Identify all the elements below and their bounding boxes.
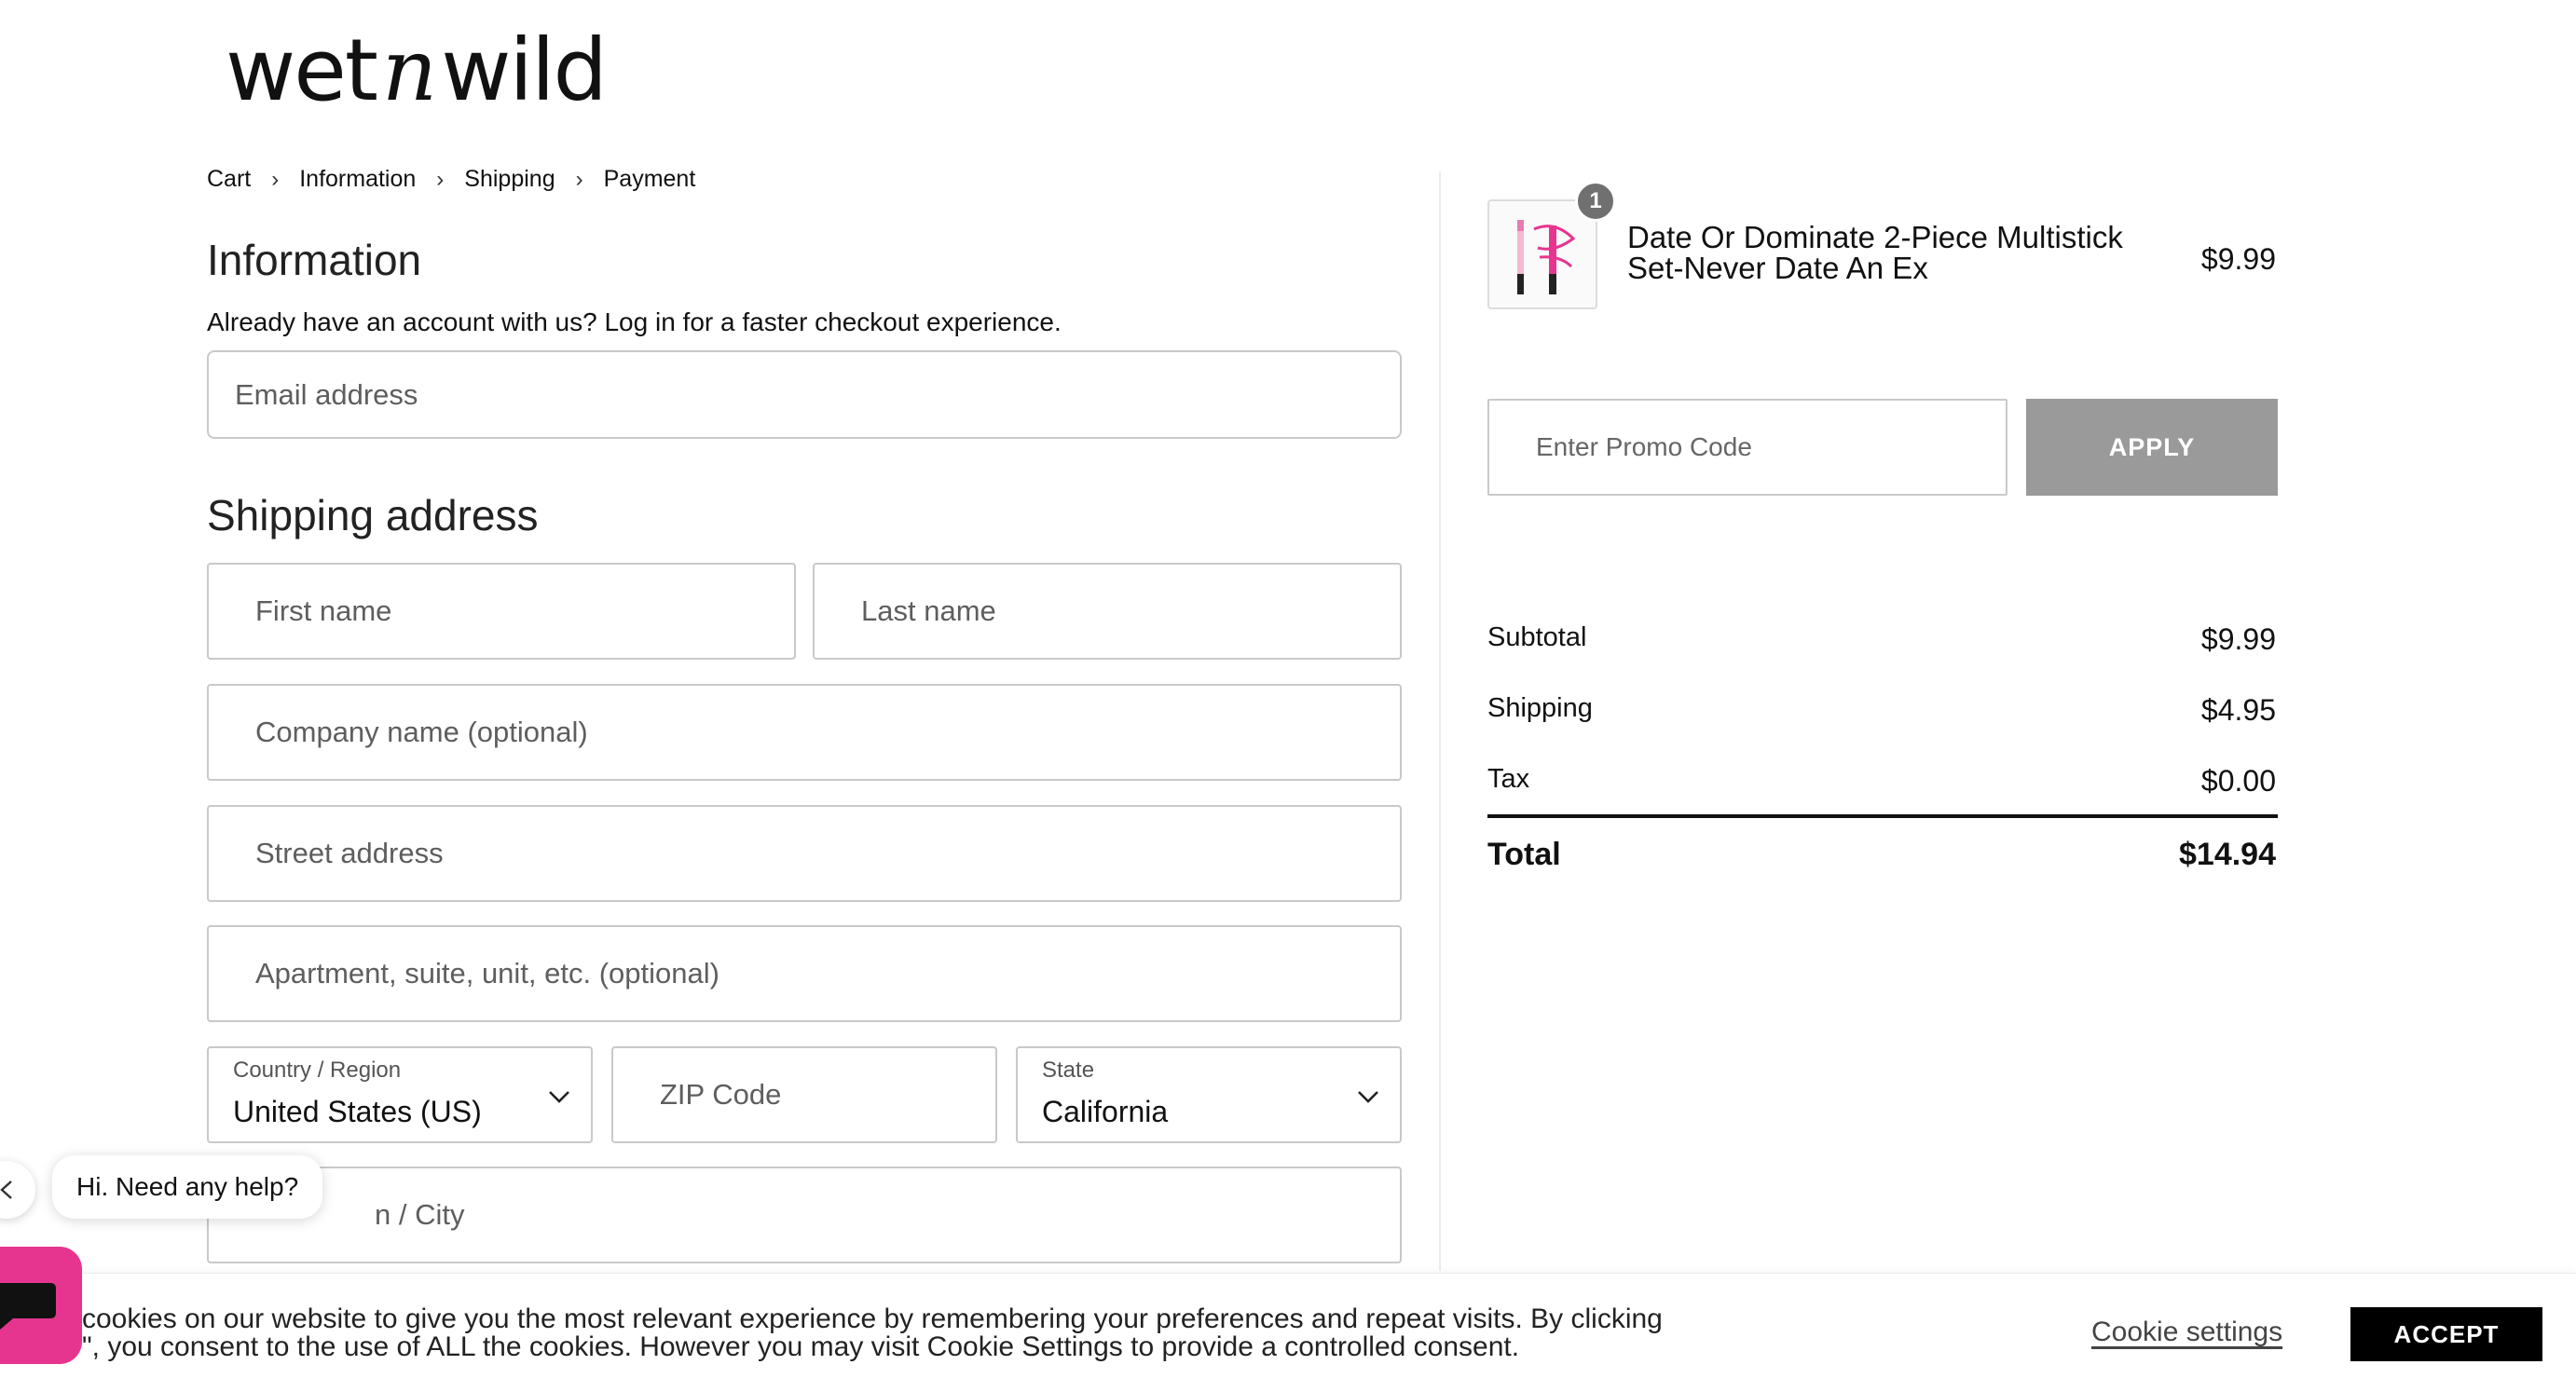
chevron-down-icon [546,1084,572,1110]
cookie-message-line2: ", you consent to the use of ALL the cookies. However you may visit Cookie Settings to provide a controlled consent. [82,1331,1520,1362]
street-placeholder: Street address [255,837,444,869]
subtotal-value: $9.99 [2200,622,2276,656]
cookie-banner [0,1273,2576,1392]
tax-value: $0.00 [2200,764,2276,798]
zip-placeholder: ZIP Code [660,1078,782,1111]
zip-code-field[interactable] [611,1046,997,1143]
street-address-field[interactable] [207,805,1402,902]
accept-cookies-button[interactable]: ACCEPT [2350,1307,2542,1361]
email-placeholder: Email address [235,377,418,411]
lipstick-product-icon [1489,201,1596,307]
total-label: Total [1487,837,1561,872]
breadcrumb-payment[interactable]: Payment [603,166,696,192]
tax-row [1487,764,2276,798]
cookie-message-line1: cookies on our website to give you the most relevant experience by remembering your preferences and repeat visits. By clicking [82,1303,1663,1334]
chat-close-button[interactable] [0,1161,35,1219]
apartment-field[interactable] [207,925,1402,1022]
subtotal-row [1487,622,2276,657]
chevron-down-icon [1355,1084,1381,1110]
chevron-right-icon: › [436,166,445,192]
country-value: United States (US) [233,1095,482,1128]
total-row [1487,837,2276,873]
state-select[interactable] [1016,1046,1402,1143]
account-prompt-text: Already have an account with us? [207,307,597,336]
login-link[interactable]: Log in for a faster checkout experience. [604,307,1062,336]
quantity-badge: 1 [1575,181,1616,222]
cookie-message [82,1305,1816,1361]
city-field[interactable] [207,1167,1402,1263]
promo-placeholder: Enter Promo Code [1536,432,1752,461]
chevron-right-icon: › [575,166,583,192]
chevron-right-icon: › [271,166,280,192]
login-prompt [207,307,1062,337]
chat-greeting-bubble[interactable]: Hi. Need any help? [52,1155,322,1219]
shipping-address-heading: Shipping address [207,491,539,539]
last-name-field[interactable] [813,563,1402,660]
company-field[interactable] [207,684,1402,781]
cookie-settings-link[interactable]: Cookie settings [2091,1317,2283,1347]
total-divider [1487,814,2278,818]
shipping-value: $4.95 [2200,693,2276,727]
brand-logo[interactable] [226,20,606,120]
logo-text-n: n [381,20,436,120]
first-name-placeholder: First name [255,594,392,627]
promo-code-input[interactable] [1487,399,2007,496]
close-icon [0,1176,21,1204]
column-divider [1439,171,1441,1271]
breadcrumb-shipping[interactable]: Shipping [464,166,555,192]
tax-label: Tax [1487,764,1530,794]
first-name-field[interactable] [207,563,796,660]
state-value: California [1042,1095,1169,1128]
information-heading: Information [207,236,422,284]
shipping-label: Shipping [1487,693,1593,723]
country-label: Country / Region [233,1058,402,1083]
company-placeholder: Company name (optional) [255,716,588,748]
shipping-row [1487,693,2276,728]
last-name-placeholder: Last name [861,594,996,627]
apartment-placeholder: Apartment, suite, unit, etc. (optional) [255,957,719,989]
breadcrumb-cart[interactable]: Cart [207,166,252,192]
country-select[interactable] [207,1046,593,1143]
breadcrumb [207,166,695,193]
subtotal-label: Subtotal [1487,622,1587,652]
logo-text-right: wild [441,20,606,120]
chat-launcher-button[interactable] [0,1247,82,1364]
email-field[interactable] [207,350,1402,439]
breadcrumb-information[interactable]: Information [299,166,417,192]
chat-icon [0,1276,60,1335]
product-name: Date Or Dominate 2-Piece Multistick Set-Never Date An Ex [1627,220,2123,285]
city-placeholder: n / City [375,1198,465,1231]
product-price: $9.99 [2200,242,2276,276]
total-value: $14.94 [2179,837,2276,872]
apply-promo-button[interactable]: APPLY [2026,399,2278,496]
state-label: State [1042,1058,1095,1083]
logo-text-left: wet [226,20,377,120]
